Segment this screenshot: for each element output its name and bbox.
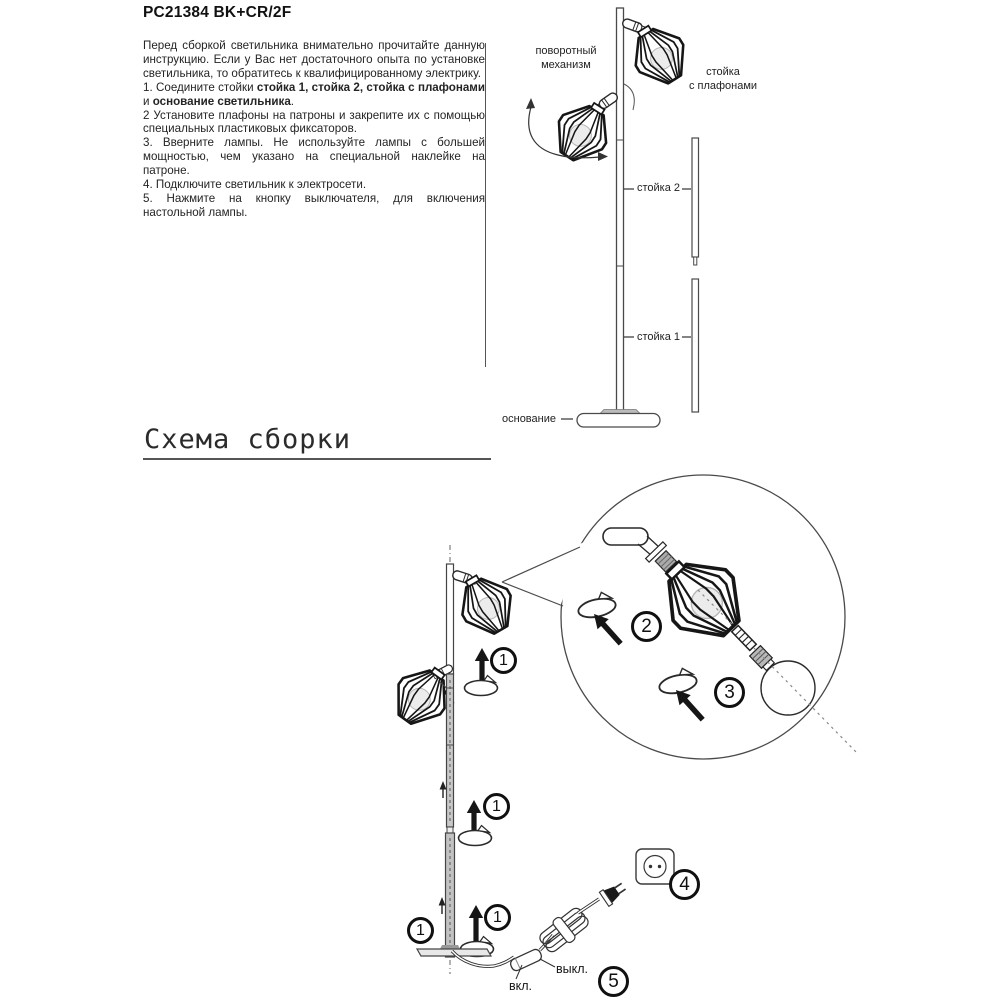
step-marker-1d: 1 [407,917,434,944]
assembly-pole-mid [447,674,454,827]
page-title: PC21384 BK+CR/2F [143,4,292,21]
label-switch-on: вкл. [509,979,533,993]
instruction-step-5: 5. Нажмите на кнопку выключателя, для включения настольной лампы. [143,191,485,219]
step-marker-4: 4 [669,869,700,900]
swivel-joint-arc [624,84,634,110]
label-stand1: стойка 1 [637,331,681,343]
step-marker-5: 5 [598,966,629,997]
instructions-intro: Перед сборкой светильника внимательно прочитайте данную инструкцию. Если у Вас нет достаточного опыта по установке светильника, то обратитесь к квалифицированному электрику. [143,39,485,80]
lamp-base [577,410,660,428]
assembly-pole-top [447,564,454,674]
label-stand2: стойка 2 [637,182,681,194]
stand1-part [692,279,699,412]
instructions-block [143,39,485,220]
instruction-step-2: 2 Установите плафоны на патроны и закрепите их с помощью специальных пластиковых фиксаторов. [143,108,485,136]
label-switch-off: выкл. [556,962,589,976]
step-marker-2: 2 [631,611,662,642]
detail-circle [502,475,857,759]
plug-icon [599,879,628,906]
step-marker-1a: 1 [490,647,517,674]
instruction-step-1: 1. Соедините стойки стойка 1, стойка 2, стойка с плафонами и основание светильника. [143,80,485,108]
outlet-icon [636,849,674,884]
lamp-pole [617,8,624,413]
step-marker-1b: 1 [483,793,510,820]
step-marker-3: 3 [714,677,745,708]
label-swivel-mechanism: поворотный механизм [535,45,597,71]
text-divider-rule [485,43,486,367]
section-heading: Схема сборки [144,424,352,455]
instruction-step-3: 3. Вверните лампы. Не используйте лампы с большей мощностью, чем указано на специальной наклейке на патроне. [143,136,485,178]
switch-icon [509,948,543,972]
stand2-part [692,138,699,265]
arrow-step1-bottom [469,905,483,943]
heading-underline [143,458,491,460]
cord-coil [536,904,593,957]
detail-arm [603,528,648,545]
label-base: основание [502,413,556,425]
step-marker-1c: 1 [484,904,511,931]
label-stand-with-shades: стойка с плафонами [688,66,758,92]
instruction-step-4: 4. Подключите светильник к электросети. [143,178,367,192]
